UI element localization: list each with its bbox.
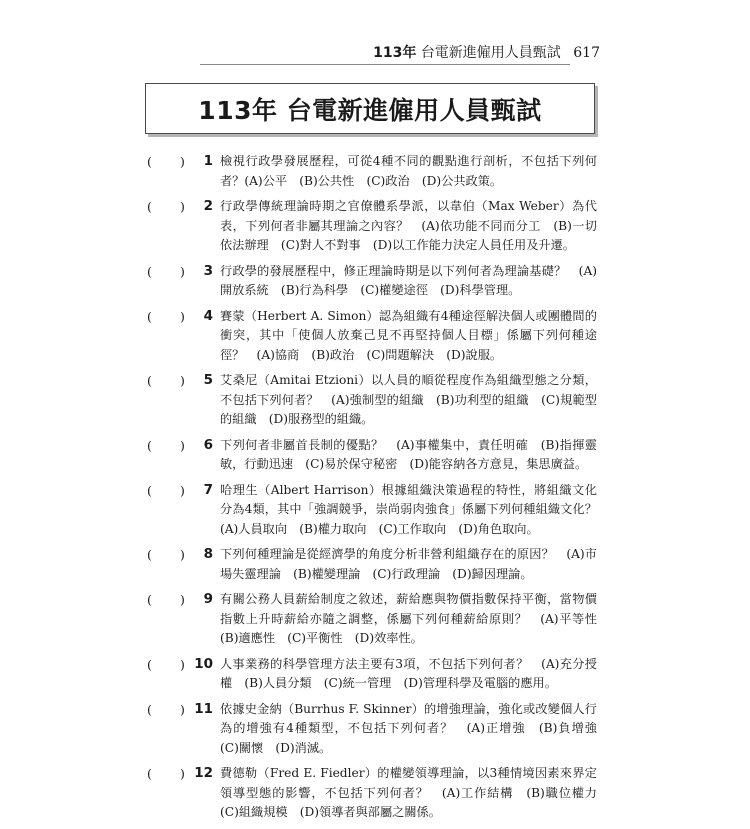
page-title: 113年 台電新進僱用人員甄試	[198, 95, 542, 125]
answer-paren-right: )	[180, 482, 185, 498]
answer-paren-left: (	[147, 701, 152, 717]
question-number: 10	[194, 655, 213, 672]
answer-paren-left: (	[147, 482, 152, 498]
question-number: 6	[203, 436, 213, 453]
answer-paren-left: (	[147, 154, 152, 169]
question-text: 賽蒙（Herbert A. Simon）認為組織有4種途徑解決個人或團體間的衝突，其中「使個人放棄己見不再堅持個人目標」係屬下列何種途徑？ (A)協商 (B)政治 (C)問題解決 (D)說服。	[220, 308, 597, 362]
question-text: 人事業務的科學管理方法主要有3項，不包括下列何者？ (A)充分授權 (B)人員分類 (C)統一管理 (D)管理科學及電腦的應用。	[220, 656, 597, 690]
question-number: 12	[194, 765, 213, 781]
answer-paren-left: (	[147, 437, 152, 453]
answer-paren-left: (	[147, 547, 152, 562]
question-text: 費德勒（Fred E. Fiedler）的權變領導理論，以3種情境因素來界定領導型態的影響，不包括下列何者？ (A)工作結構 (B)職位權力 (C)組織規模 (D)領導者與部屬之關係。	[220, 766, 610, 819]
answer-paren-right: )	[180, 199, 185, 214]
question-text: 檢視行政學發展歷程，可從4種不同的觀點進行剖析，不包括下列何者？(A)公平 (B)公共性 (C)政治 (D)公共政策。	[220, 154, 597, 188]
answer-paren-right: )	[180, 154, 185, 169]
question-number: 2	[203, 198, 213, 214]
question-item	[0, 655, 750, 694]
question-number: 7	[203, 481, 213, 498]
question-item	[0, 545, 750, 584]
answer-paren-right: )	[180, 547, 185, 562]
question-text: 行政學的發展歷程中，修正理論時期是以下列何者為理論基礎？ (A)開放系統 (B)行為科學 (C)權變途徑 (D)科學管理。	[220, 263, 597, 297]
answer-paren-left: (	[147, 263, 152, 279]
question-text: 下列何種理論是從經濟學的角度分析非營利組織存在的原因？ (A)市場失靈理論 (B)權變理論 (C)行政理論 (D)歸因理論。	[220, 547, 597, 581]
question-list	[0, 152, 750, 829]
question-number: 1	[203, 153, 213, 169]
answer-paren-left: (	[147, 308, 152, 324]
question-item	[0, 152, 750, 191]
header-exam-number: 113年	[373, 45, 417, 61]
question-item	[0, 590, 750, 649]
answer-paren-right: )	[180, 308, 185, 324]
page-number: 617	[573, 45, 600, 61]
question-item	[0, 197, 750, 256]
question-item	[0, 764, 750, 823]
question-item	[0, 371, 750, 430]
question-text: 下列何者非屬首長制的優點？ (A)事權集中，責任明確 (B)指揮靈敏，行動迅速 (C)易於保守秘密 (D)能容納各方意見，集思廣益。	[220, 437, 597, 471]
question-item	[0, 481, 750, 540]
title-box	[145, 83, 595, 134]
question-item	[0, 436, 750, 475]
answer-paren-right: )	[180, 592, 185, 607]
header-exam-title: 台電新進僱用人員甄試	[420, 45, 561, 61]
question-text: 行政學傳統理論時期之官僚體系學派，以韋伯（Max Weber）為代表，下列何者非屬其理論之內容？ (A)依功能不同而分工 (B)一切依法辦理 (C)對人不對事 (D)以工作能力決定人員任用及升遷。	[220, 199, 597, 252]
question-item	[0, 262, 750, 301]
answer-paren-right: )	[180, 263, 185, 279]
answer-paren-left: (	[147, 373, 152, 388]
answer-paren-left: (	[147, 199, 152, 214]
question-text: 艾桑尼（Amitai Etzioni）以人員的順從程度作為組織型態之分類，不包括下列何者？ (A)強制型的組織 (B)功利型的組織 (C)規範型的組織 (D)服務型的組織。	[220, 373, 597, 426]
running-header	[373, 42, 600, 62]
question-text: 哈理生（Albert Harrison）根據組織決策過程的特性，將組織文化分為4類，其中「強調競爭，崇尚弱肉強食」係屬下列何種組織文化？ (A)人員取向 (B)權力取向 (C)工作取向 (D)角色取向。	[220, 482, 610, 536]
answer-paren-left: (	[147, 766, 152, 781]
answer-paren-right: )	[180, 437, 185, 453]
question-number: 8	[203, 546, 213, 562]
question-number: 11	[194, 700, 213, 717]
answer-paren-left: (	[147, 592, 152, 607]
question-item	[0, 700, 750, 759]
question-item	[0, 307, 750, 366]
answer-paren-right: )	[180, 766, 185, 781]
header-divider	[200, 64, 570, 65]
answer-paren-right: )	[180, 656, 185, 672]
question-text: 依據史金納（Burrhus F. Skinner）的增強理論，強化或改變個人行為的增強有4種類型，不包括下列何者？ (A)正增強 (B)負增強 (C)關懷 (D)消滅。	[220, 701, 610, 755]
question-number: 9	[203, 591, 213, 607]
question-number: 3	[203, 262, 213, 279]
question-number: 5	[203, 372, 213, 388]
question-text: 有關公務人員薪給制度之敘述，薪給應與物價指數保持平衡，當物價指數上升時薪給亦隨之調整，係屬下列何種薪給原則？ (A)平等性 (B)適應性 (C)平衡性 (D)效率性。	[220, 592, 610, 645]
answer-paren-left: (	[147, 656, 152, 672]
question-number: 4	[203, 307, 213, 324]
answer-paren-right: )	[180, 373, 185, 388]
answer-paren-right: )	[180, 701, 185, 717]
